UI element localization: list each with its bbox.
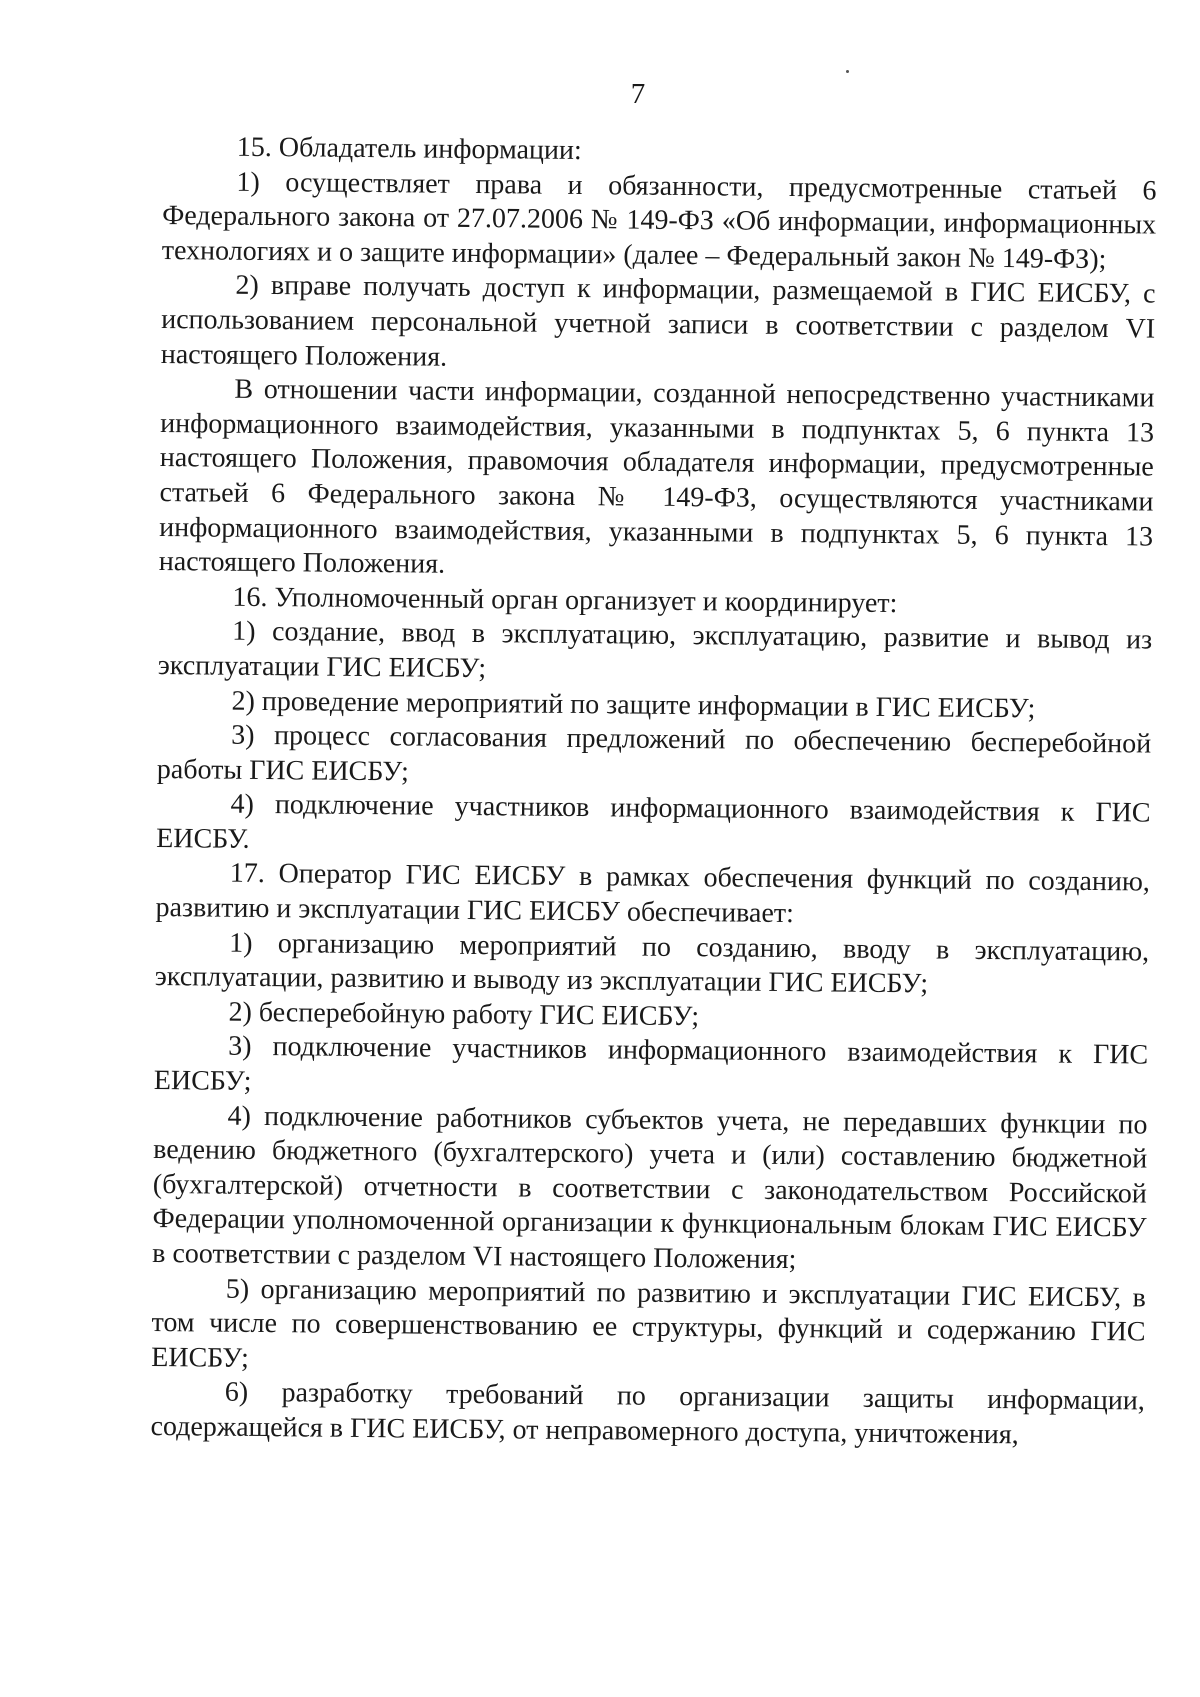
paragraph-16-item-4: 4) подключение участников информационного взаимодействия к ГИС ЕИСБУ. (156, 788, 1151, 855)
paragraph-15-heading: 15. Обладатель информации: (236, 131, 582, 167)
paragraph-17-heading: 17. Оператор ГИС ЕИСБУ в рамках обеспечения функций по созданию, развитию и эксплуатации ГИС ЕИСБУ обеспечивает: (155, 858, 1150, 930)
paragraph-17-item-2: 2) бесперебойную работу ГИС ЕИСБУ; (228, 996, 700, 1033)
paragraph-15-item-1: 1) осуществляет права и обязанности, предусмотренные статьей 6 Федерального закона от 27.07.2006 № 149-ФЗ «Об информации, информационных технологиях и о защите информации» (далее – Федеральный закон № 149-ФЗ); (161, 166, 1157, 275)
paragraph-17-item-3: 3) подключение участников информационного взаимодействия к ГИС ЕИСБУ; (153, 1031, 1149, 1097)
paragraph-15-note: В отношении части информации, созданной непосредственно участниками информационного взаимодействия, указанными в подпунктах 5, 6 пункта 13 настоящего Положения, правомочия обладателя информации, предусмотренные статьей 6 Федерального закона № 149-ФЗ, осуществляются участниками информационного взаимодействия, указанными в подпунктах 5, 6 пункта 13 настоящего Положения. (158, 373, 1155, 580)
paragraph-15-item-2: 2) вправе получать доступ к информации, размещаемой в ГИС ЕИСБУ, с использованием персональной учетной записи в соответствии с разделом VI настоящего Положения. (160, 270, 1156, 373)
paragraph-17-item-4: 4) подключение работников субъектов учета, не передавших функции по ведению бюджетного (бухгалтерского) учета и (или) составлению бюджетной (бухгалтерской) отчетности в соответствии с законодательством Российской Федерации уполномоченной организации к функциональным блокам ГИС ЕИСБУ в соответствии с разделом VI настоящего Положения; (152, 1100, 1148, 1276)
paragraph-16-heading: 16. Уполномоченный орган организует и координирует: (232, 581, 898, 619)
paragraph-16-item-1: 1) создание, ввод в эксплуатацию, эксплуатацию, развитие и вывод из эксплуатации ГИС ЕИСБУ; (157, 616, 1153, 685)
page-number: 7 (630, 78, 646, 110)
paragraph-16-item-3: 3) процесс согласования предложений по обеспечению бесперебойной работы ГИС ЕИСБУ; (156, 719, 1152, 788)
paragraph-17-item-1: 1) организацию мероприятий по созданию, вводу в эксплуатацию, эксплуатации, развитию и выводу из эксплуатации ГИС ЕИСБУ; (154, 927, 1150, 1000)
paragraph-17-item-6: 6) разработку требований по организации защиты информации, содержащейся в ГИС ЕИСБУ, от неправомерного доступа, уничтожения, (150, 1377, 1145, 1451)
document-body (150, 130, 1157, 1454)
paragraph-16-item-2: 2) проведение мероприятий по защите информации в ГИС ЕИСБУ; (231, 685, 1036, 724)
paragraph-17-item-5: 5) организацию мероприятий по развитию и эксплуатации ГИС ЕИСБУ, в том числе по совершенствованию ее структуры, функций и содержанию ГИС ЕИСБУ; (151, 1273, 1146, 1374)
scan-speck (846, 70, 849, 73)
